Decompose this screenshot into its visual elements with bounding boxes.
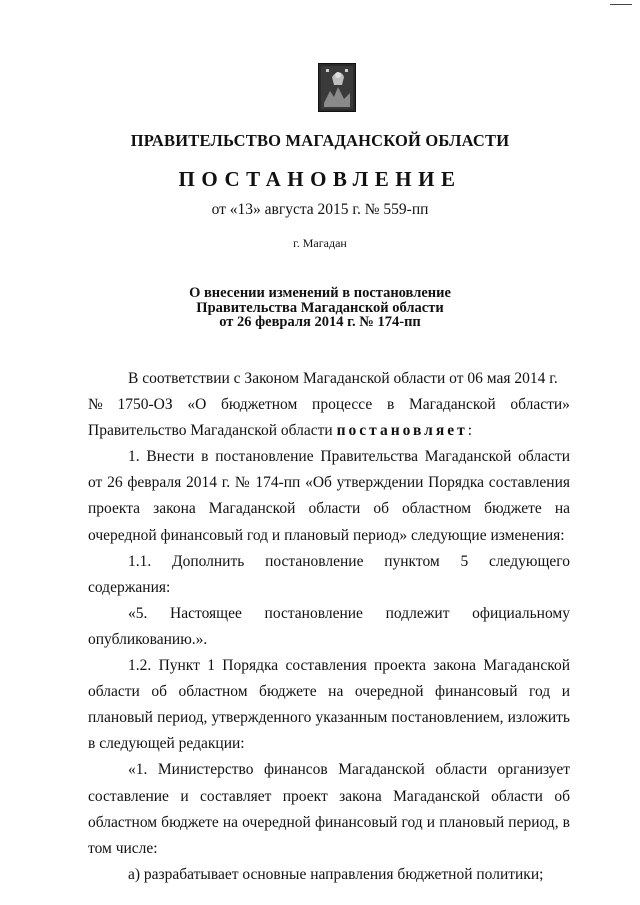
word: Магаданской	[409, 396, 496, 414]
word: постановление	[264, 604, 363, 622]
coat-of-arms-icon	[318, 63, 356, 112]
subject-line-1: О внесении изменений в постановление	[189, 285, 451, 301]
paragraph-preamble-line-3	[88, 418, 570, 444]
document-subject	[0, 286, 640, 330]
word: процессе	[312, 396, 373, 414]
word: «5.	[128, 604, 148, 622]
word: Настоящее	[170, 604, 242, 622]
word: 1750-ОЗ	[117, 396, 173, 414]
paragraph-item-1-2: 1.2. Пункт 1 Порядка составления проекта закона Магаданской области об областном бюджете на очередной финансовый год и плановый период, утвержденного указанным постановлением, изложить в следующей редакции:	[88, 657, 570, 753]
document-body	[88, 366, 570, 888]
paragraph-item-5-line-2: опубликованию.».	[88, 630, 208, 648]
paragraph-item-5-line-1	[88, 601, 570, 627]
paragraph-subitem-a: а) разрабатывает основные направления бюджетной политики;	[128, 865, 544, 883]
colon: :	[467, 422, 473, 440]
decree-keyword: постановляет	[336, 422, 468, 440]
subject-line-3: от 26 февраля 2014 г. № 174-пп	[219, 314, 421, 330]
word: бюджетном	[221, 396, 298, 414]
document-date-number: от «13» августа 2015 г. № 559-пп	[211, 201, 429, 218]
word: «О	[187, 396, 207, 414]
word: официальному	[472, 604, 570, 622]
government-title: ПРАВИТЕЛЬСТВО МАГАДАНСКОЙ ОБЛАСТИ	[130, 131, 510, 150]
word: №	[88, 396, 103, 414]
word: области»	[510, 396, 570, 414]
word: подлежит	[385, 604, 450, 622]
paragraph-item-1: 1. Внести в постановление Правительства Магаданской области от 26 февраля 2014 г. № 174-пп «Об утверждении Порядка составления проекта закона Магаданской области об областном бюджете на очередной финансовый год и плановый период» следующие изменения:	[88, 448, 570, 544]
document-type: ПОСТАНОВЛЕНИЕ	[178, 167, 462, 191]
paragraph-preamble-line-2	[88, 392, 570, 418]
paragraph-item-1-1: 1.1. Дополнить постановление пунктом 5 следующего содержания:	[88, 552, 570, 596]
paragraph-new-item-1: «1. Министерство финансов Магаданской области организует составление и составляет проект закона Магаданской области об областном бюджете на очередной финансовый год и плановый период, в том числе:	[88, 761, 570, 857]
word: в	[386, 396, 395, 414]
government-subject: Правительство Магаданской области	[88, 422, 333, 440]
city: г. Магадан	[293, 236, 347, 250]
corner-mark	[610, 4, 632, 5]
paragraph-preamble-line-1: В соответствии с Законом Магаданской области от 06 мая 2014 г.	[128, 370, 558, 387]
subject-line-2: Правительства Магаданской области	[196, 299, 444, 316]
